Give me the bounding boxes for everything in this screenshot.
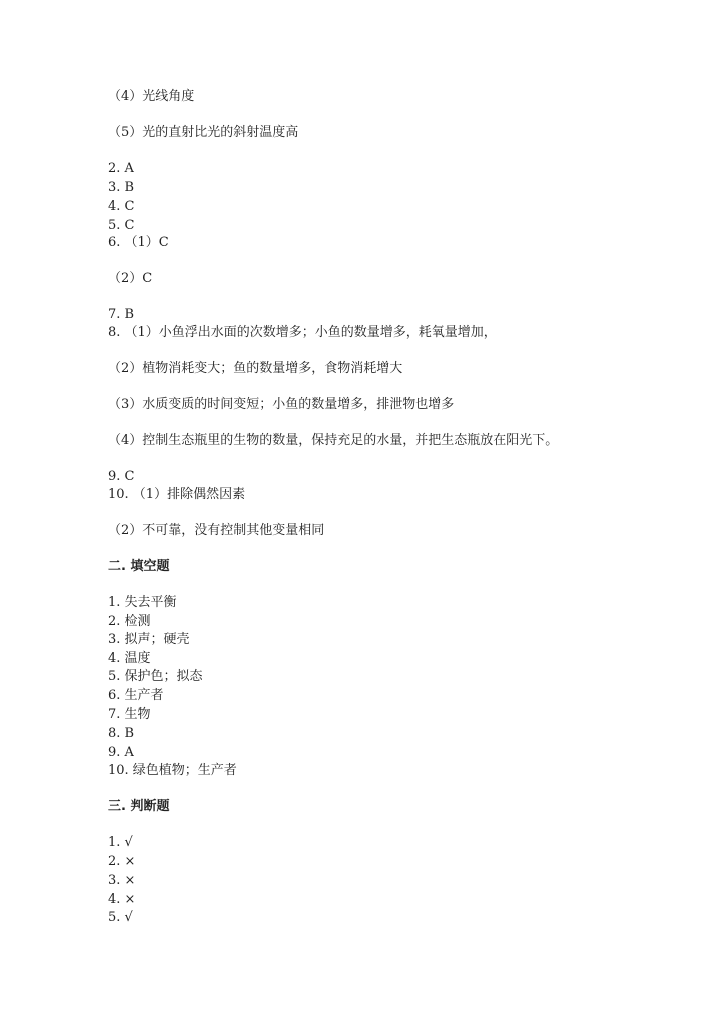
answer-line: （4）控制生态瓶里的生物的数量，保持充足的水量，并把生态瓶放在阳光下。 — [108, 433, 559, 448]
answer-line: 3. B — [108, 180, 135, 195]
answer-line: （2）C — [108, 271, 153, 286]
list-item: 1. 失去平衡 — [108, 595, 177, 610]
section-heading-fill-blank: 二. 填空题 — [108, 559, 170, 574]
list-item: 9. A — [108, 745, 134, 760]
list-item: 7. 生物 — [108, 707, 151, 722]
list-item: 2. × — [108, 854, 136, 869]
list-item: 5. 保护色；拟态 — [108, 669, 203, 684]
answer-line: 9. C — [108, 469, 135, 484]
list-item: 4. × — [108, 892, 136, 907]
answer-line: （2）植物消耗变大；鱼的数量增多，食物消耗增大 — [108, 361, 403, 376]
answer-line: 5. C — [108, 218, 135, 233]
section-heading-true-false: 三. 判断题 — [108, 799, 170, 814]
list-item: 8. B — [108, 726, 135, 741]
answer-line: 2. A — [108, 161, 134, 176]
answer-line: 8. （1）小鱼浮出水面的次数增多；小鱼的数量增多，耗氧量增加， — [108, 325, 497, 340]
answer-line: 10. （1）排除偶然因素 — [108, 487, 246, 502]
list-item: 1. √ — [108, 835, 133, 850]
answer-line: （2）不可靠，没有控制其他变量相同 — [108, 523, 325, 538]
answer-line: （5）光的直射比光的斜射温度高 — [108, 125, 299, 140]
list-item: 6. 生产者 — [108, 688, 164, 703]
answer-line: （4）光线角度 — [108, 89, 195, 104]
list-item: 4. 温度 — [108, 651, 151, 666]
list-item: 3. × — [108, 873, 136, 888]
list-item: 3. 拟声；硬壳 — [108, 632, 190, 647]
answer-line: 6. （1）C — [108, 235, 169, 250]
answer-line: 4. C — [108, 199, 135, 214]
answer-line: 7. B — [108, 307, 135, 322]
list-item: 5. √ — [108, 910, 133, 925]
answer-line: （3）水质变质的时间变短；小鱼的数量增多，排泄物也增多 — [108, 397, 455, 412]
list-item: 2. 检测 — [108, 614, 151, 629]
list-item: 10. 绿色植物；生产者 — [108, 763, 237, 778]
